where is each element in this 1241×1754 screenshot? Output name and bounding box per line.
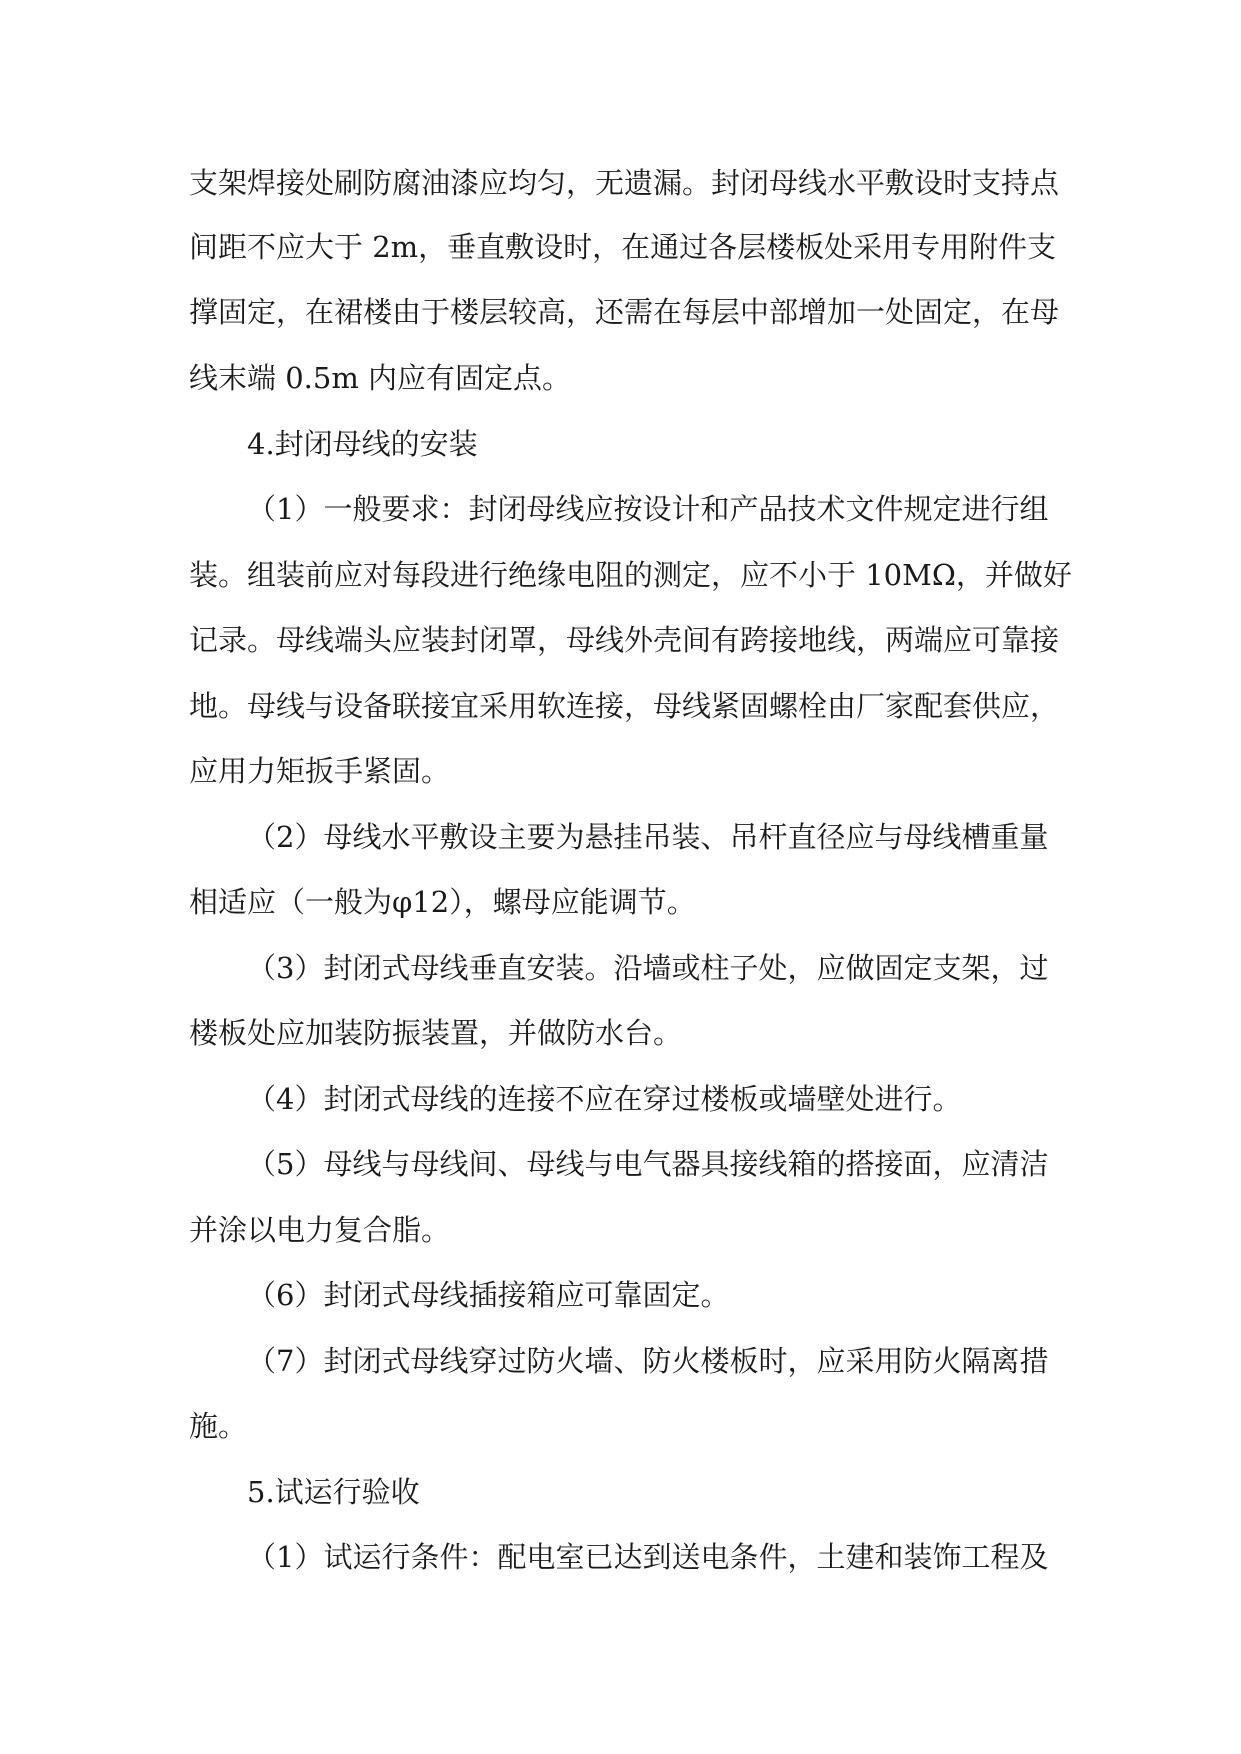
- paragraph-line: 线末端 0.5m 内应有固定点。: [189, 361, 572, 395]
- paragraph-line: （1）一般要求：封闭母线应按设计和产品技术文件规定进行组: [247, 492, 1049, 526]
- section-heading: 4.封闭母线的安装: [247, 427, 478, 461]
- paragraph-line: 支架焊接处刷防腐油漆应均匀，无遗漏。封闭母线水平敷设时支持点: [189, 166, 1060, 200]
- section-heading: 5.试运行验收: [247, 1475, 420, 1509]
- paragraph-line: （5）母线与母线间、母线与电气器具接线箱的搭接面，应清洁: [247, 1147, 1049, 1181]
- paragraph-line: 地。母线与设备联接宜采用软连接，母线紧固螺栓由厂家配套供应，: [189, 689, 1060, 723]
- paragraph-line: （4）封闭式母线的连接不应在穿过楼板或墙壁处进行。: [247, 1082, 962, 1116]
- paragraph-line: 装。组装前应对每段进行绝缘电阻的测定，应不小于 10MΩ，并做好: [189, 558, 1072, 592]
- paragraph-line: 间距不应大于 2m，垂直敷设时，在通过各层楼板处采用专用附件支: [189, 230, 1057, 264]
- paragraph-line: （1）试运行条件：配电室已达到送电条件，土建和装饰工程及: [247, 1540, 1049, 1574]
- paragraph-line: （3）封闭式母线垂直安装。沿墙或柱子处，应做固定支架，过: [247, 951, 1049, 985]
- paragraph-line: 应用力矩扳手紧固。: [189, 754, 451, 788]
- paragraph-line: 并涂以电力复合脂。: [189, 1213, 451, 1247]
- paragraph-line: 楼板处应加装防振装置，并做防水台。: [189, 1016, 683, 1050]
- paragraph-line: 施。: [189, 1409, 248, 1443]
- paragraph-line: （2）母线水平敷设主要为悬挂吊装、吊杆直径应与母线槽重量: [247, 820, 1049, 854]
- paragraph-line: （7）封闭式母线穿过防火墙、防火楼板时，应采用防火隔离措: [247, 1344, 1049, 1378]
- paragraph-line: 记录。母线端头应装封闭罩，母线外壳间有跨接地线，两端应可靠接: [189, 623, 1060, 657]
- paragraph-line: 相适应（一般为φ12），螺母应能调节。: [189, 885, 696, 919]
- paragraph-line: （6）封闭式母线插接箱应可靠固定。: [247, 1278, 730, 1312]
- paragraph-line: 撑固定，在裙楼由于楼层较高，还需在每层中部增加一处固定，在母: [189, 295, 1060, 329]
